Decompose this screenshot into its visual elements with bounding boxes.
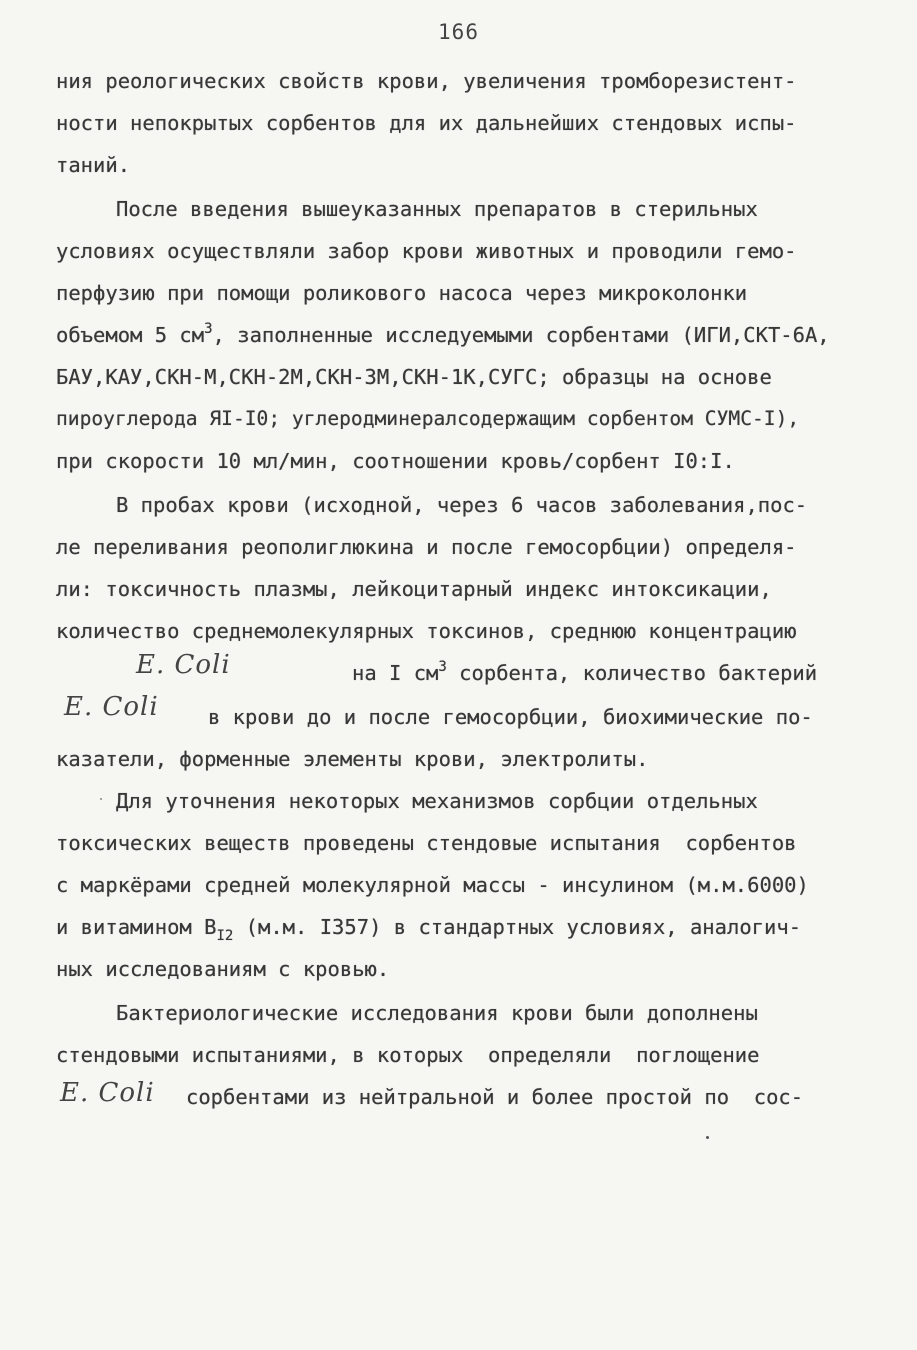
text-line: ных исследованиям с кровью. (56, 957, 390, 981)
text-line: ности непокрытых сорбентов для их дальнейших стендовых испы- (56, 111, 797, 135)
ink-speck (100, 798, 102, 800)
text-line: Бактериологические исследования крови были дополнены (116, 1001, 758, 1025)
text-line (56, 912, 801, 942)
text-line: пироуглерода ЯI-I0; углеродминералсодержащим сорбентом СУМС-I), (56, 407, 800, 430)
text-line: Для уточнения некоторых механизмов сорбции отдельных (116, 789, 758, 813)
text-line: сорбентами из нейтральной и более простой по сос- (186, 1085, 804, 1109)
text-line: при скорости 10 мл/мин, соотношении кровь/сорбент I0:I. (56, 449, 735, 473)
text-line: ния реологических свойств крови, увеличения тромборезистент- (56, 69, 797, 93)
text-line: В пробах крови (исходной, через 6 часов заболевания,пос- (116, 493, 808, 517)
text-line: ле переливания реополиглюкина и после гемосорбции) определя- (56, 535, 797, 559)
handwritten-insert: E. Coli (64, 692, 159, 722)
text-segment: на I см (352, 661, 439, 685)
text-line: в крови до и после гемосорбции, биохимические по- (208, 705, 813, 729)
text-line: токсических веществ проведены стендовые испытания сорбентов (56, 831, 797, 855)
text-line: ли: токсичность плазмы, лейкоцитарный индекс интоксикации, (56, 577, 772, 601)
text-segment: , заполненные исследуемыми сорбентами (ИГИ,СКТ-6А, (212, 323, 830, 347)
text-segment: сорбента, количество бактерий (446, 661, 818, 685)
superscript: 3 (204, 321, 213, 337)
text-line (56, 320, 830, 350)
text-segment: и витамином В (56, 915, 217, 939)
text-line (352, 658, 817, 688)
text-line: количество среднемолекулярных токсинов, среднюю концентрацию (56, 619, 797, 643)
text-segment: (м.м. I357) в стандартных условиях, аналогич- (233, 915, 802, 939)
text-segment: объемом 5 см (56, 323, 205, 347)
subscript: I2 (216, 928, 234, 944)
text-line: таний. (56, 153, 131, 177)
text-line: с маркёрами средней молекулярной массы - инсулином (м.м.6000) (56, 873, 809, 897)
text-line: условиях осуществляли забор крови животных и проводили гемо- (56, 239, 797, 263)
ink-speck (706, 1136, 709, 1139)
text-line: казатели, форменные элементы крови, электролиты. (56, 747, 649, 771)
text-line: После введения вышеуказанных препаратов в стерильных (116, 197, 758, 221)
text-line: БАУ,КАУ,СКН-М,СКН-2М,СКН-3М,СКН-1К,СУГС; образцы на основе (56, 365, 772, 389)
text-line: стендовыми испытаниями, в которых определяли поглощение (56, 1043, 760, 1067)
page-number: 166 (438, 20, 479, 44)
superscript: 3 (438, 659, 447, 675)
handwritten-insert: E. Coli (60, 1078, 155, 1108)
text-line: перфузию при помощи роликового насоса через микроколонки (56, 281, 748, 305)
handwritten-insert: E. Coli (136, 650, 231, 680)
